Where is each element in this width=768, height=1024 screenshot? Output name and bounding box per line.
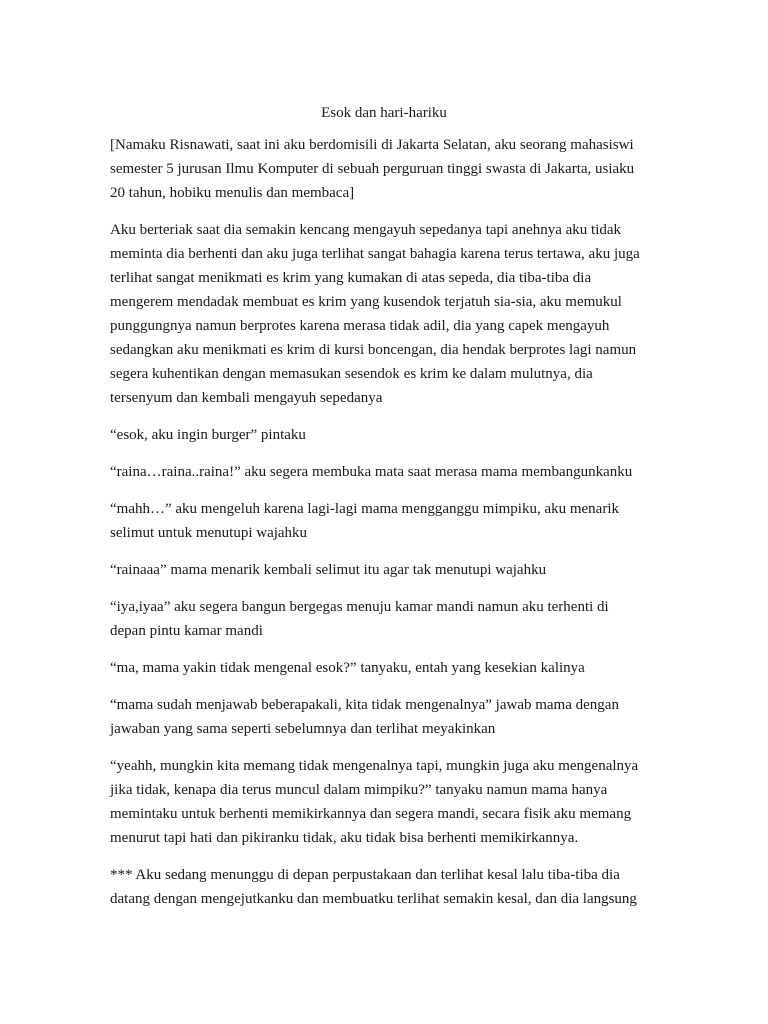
text-line: “esok, aku ingin burger” pintaku <box>110 427 306 443</box>
text-line: “iya,iyaa” aku segera bangun bergegas menuju kamar mandi namun aku terhenti di <box>110 599 609 615</box>
paragraph <box>110 558 658 582</box>
paragraph <box>110 863 658 911</box>
text-line: tersenyum dan kembali mengayuh sepedanya <box>110 390 383 406</box>
text-line: jawaban yang sama seperti sebelumnya dan terlihat meyakinkan <box>110 721 496 737</box>
document-title: Esok dan hari-hariku <box>321 105 447 121</box>
paragraph <box>110 460 658 484</box>
text-line: “rainaaa” mama menarik kembali selimut itu agar tak menutupi wajahku <box>110 562 547 578</box>
text-line: segera kuhentikan dengan memasukan sesendok es krim ke dalam mulutnya, dia <box>110 366 593 382</box>
text-line: Aku berteriak saat dia semakin kencang mengayuh sepedanya tapi anehnya aku tidak <box>110 222 622 238</box>
text-line: punggungnya namun berprotes karena merasa tidak adil, dia yang capek mengayuh <box>110 318 610 334</box>
text-line: jika tidak, kenapa dia terus muncul dalam mimpiku?” tanyaku namun mama hanya <box>110 782 608 798</box>
text-line: “ma, mama yakin tidak mengenal esok?” tanyaku, entah yang kesekian kalinya <box>110 660 585 676</box>
text-line: “mama sudah menjawab beberapakali, kita tidak mengenalnya” jawab mama dengan <box>110 697 619 713</box>
text-line: terlihat sangat menikmati es krim yang kumakan di atas sepeda, dia tiba-tiba dia <box>110 270 592 286</box>
text-line: meminta dia berhenti dan aku juga terlihat sangat bahagia karena terus tertawa, aku juga <box>110 246 640 262</box>
text-line: [Namaku Risnawati, saat ini aku berdomisili di Jakarta Selatan, aku seorang mahasiswi <box>110 137 634 153</box>
text-line: *** Aku sedang menunggu di depan perpustakaan dan terlihat kesal lalu tiba-tiba dia <box>110 867 620 883</box>
paragraph <box>110 656 658 680</box>
paragraph <box>110 423 658 447</box>
text-line: 20 tahun, hobiku menulis dan membaca] <box>110 185 355 201</box>
text-line: datang dengan mengejutkanku dan membuatku terlihat semakin kesal, dan dia langsung <box>110 891 637 907</box>
text-line: memintaku untuk berhenti memikirkannya dan segera mandi, secara fisik aku memang <box>110 806 632 822</box>
text-line: selimut untuk menutupi wajahku <box>110 525 308 541</box>
text-line: mengerem mendadak membuat es krim yang kusendok terjatuh sia-sia, aku memukul <box>110 294 622 310</box>
paragraph <box>110 133 658 205</box>
paragraph <box>110 218 658 410</box>
paragraph <box>110 595 658 643</box>
paragraph <box>110 497 658 545</box>
text-line: “raina…raina..raina!” aku segera membuka mata saat merasa mama membangunkanku <box>110 464 633 480</box>
document-body <box>110 133 658 924</box>
text-line: sedangkan aku menikmati es krim di kursi boncengan, dia hendak berprotes lagi namun <box>110 342 637 358</box>
text-line: menurut tapi hati dan pikiranku tidak, aku tidak bisa berhenti memikirkannya. <box>110 830 579 846</box>
text-line: semester 5 jurusan Ilmu Komputer di sebuah perguruan tinggi swasta di Jakarta, usiaku <box>110 161 635 177</box>
text-line: “yeahh, mungkin kita memang tidak mengenalnya tapi, mungkin juga aku mengenalnya <box>110 758 639 774</box>
paragraph <box>110 693 658 741</box>
paragraph <box>110 754 658 850</box>
text-line: depan pintu kamar mandi <box>110 623 263 639</box>
text-line: “mahh…” aku mengeluh karena lagi-lagi mama mengganggu mimpiku, aku menarik <box>110 501 620 517</box>
